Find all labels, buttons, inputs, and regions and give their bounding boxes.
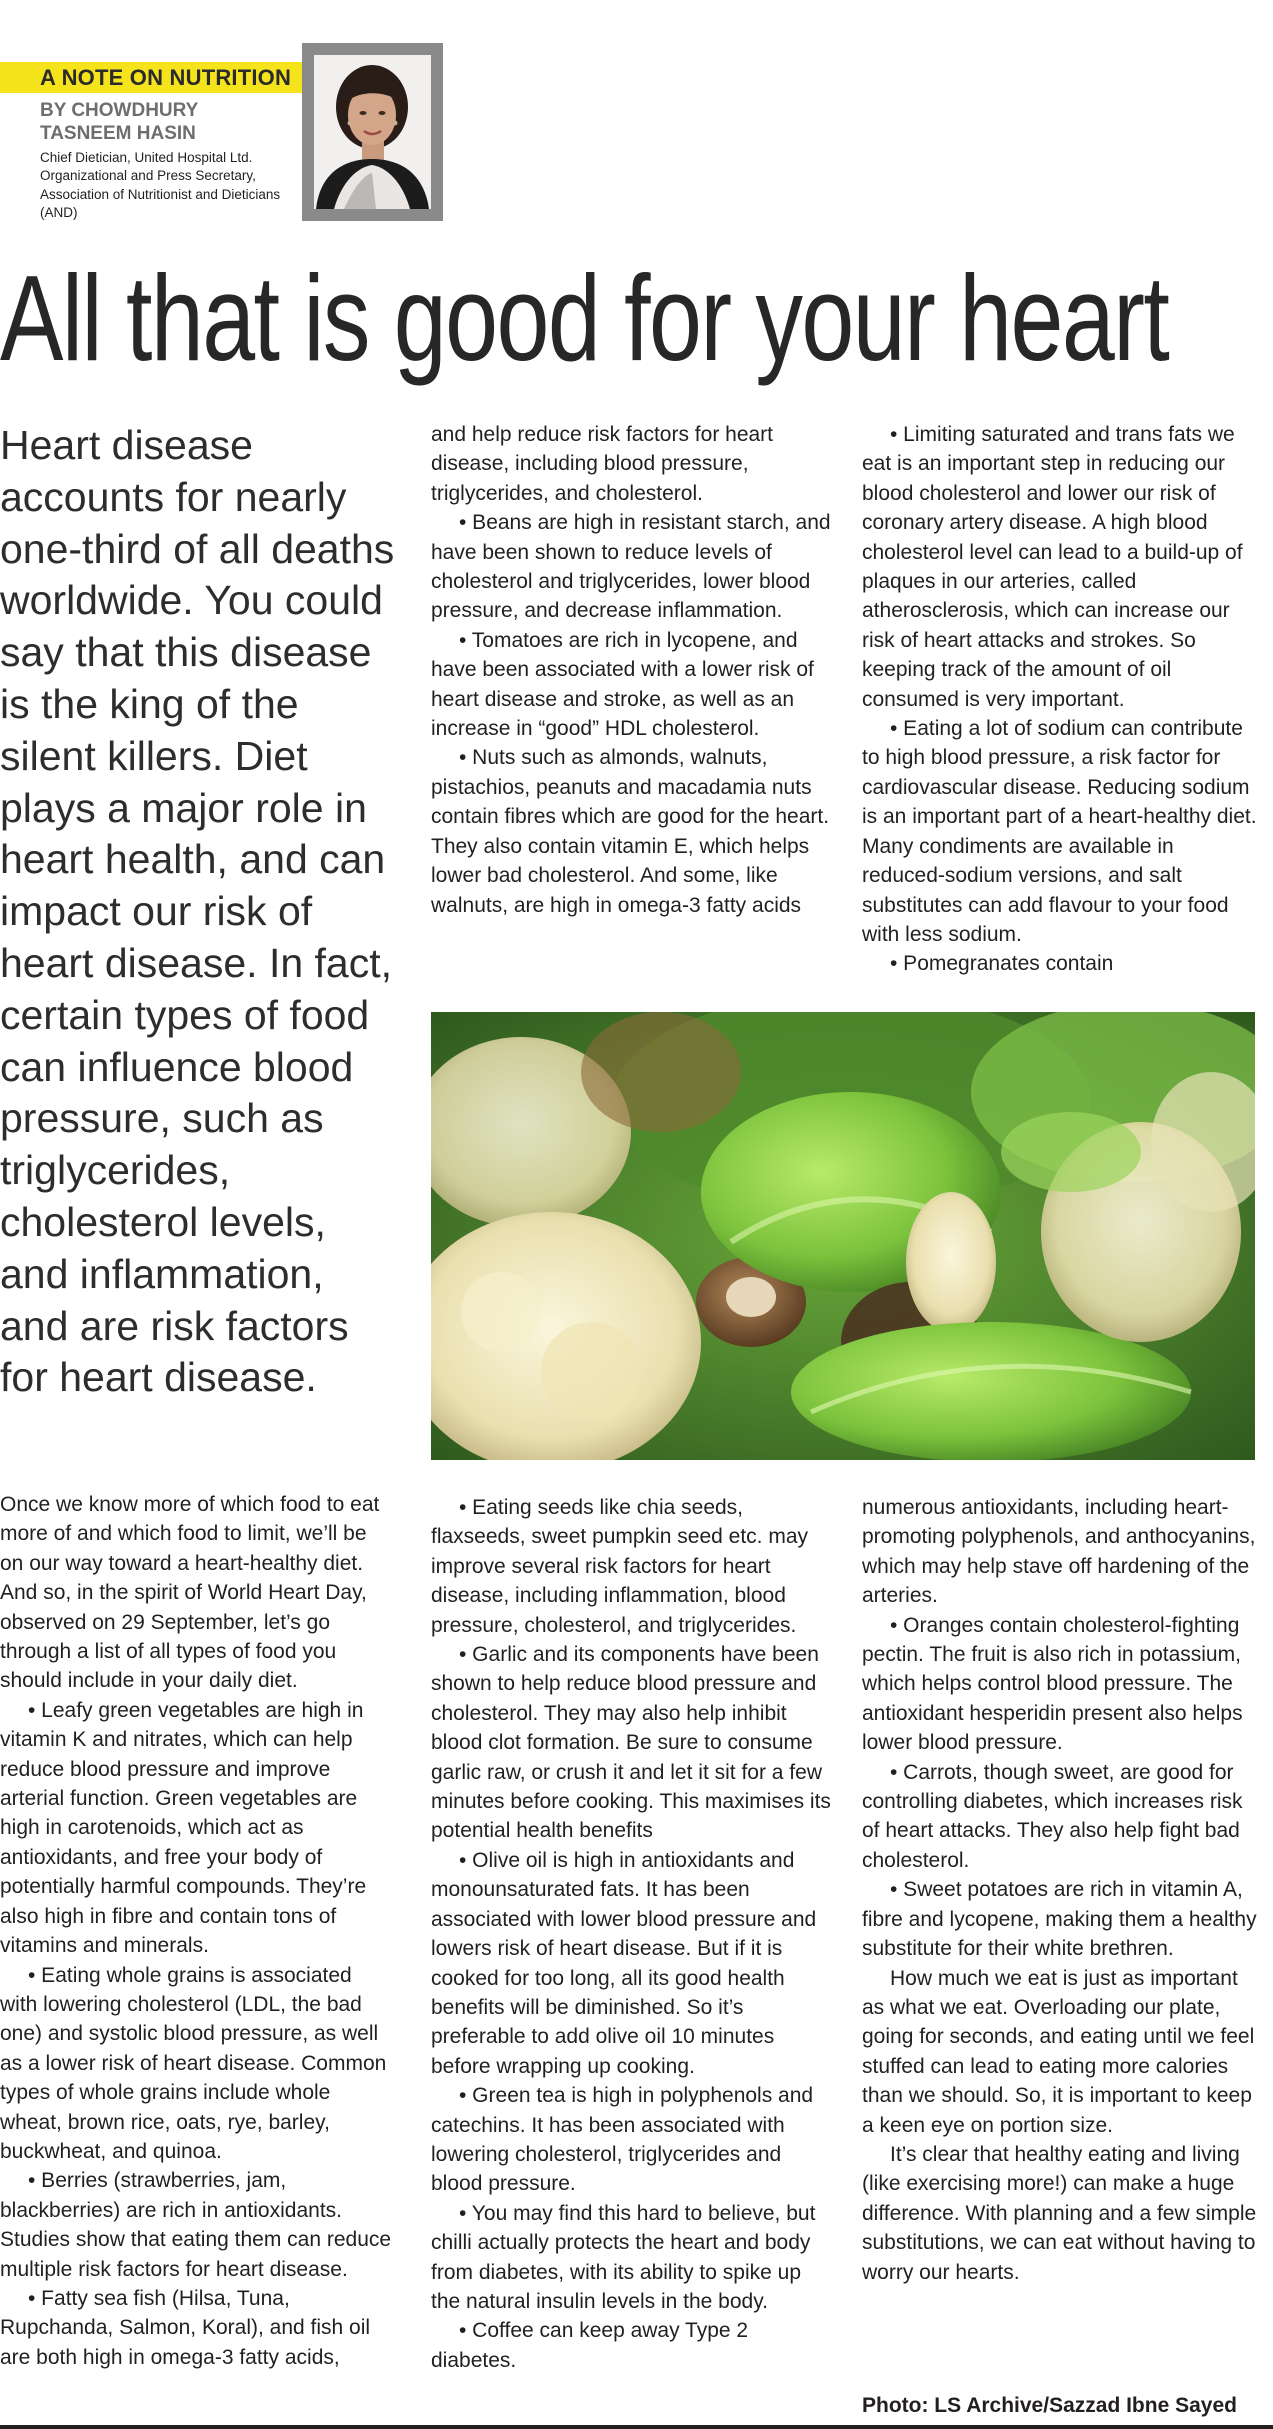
paragraph: • Fatty sea fish (Hilsa, Tuna, Rupchanda, Salmon, Koral), and fish oil are both high in omega-3 fatty acids, — [0, 2286, 371, 2369]
paragraph: and help reduce risk factors for heart disease, including blood pressure, triglycerides, and cholesterol. — [431, 423, 774, 505]
vegetables-photo — [431, 1012, 1255, 1460]
paragraph: • Carrots, though sweet, are good for controlling diabetes, which increases risk of heart attacks. They also help fight bad cholesterol. — [862, 1760, 1243, 1872]
paragraph: • You may find this hard to believe, but chilli actually protects the heart and body from diabetes, with its ability to spike up the natural insulin levels in the body. — [431, 2201, 816, 2313]
paragraph: Once we know more of which food to eat more of and which food to limit, we’ll be on our way toward a heart-healthy diet. And so, in the spirit of World Heart Day, observed on 29 September, let’s go through a list of all types of food you should include in your daily diet. — [0, 1493, 380, 1693]
paragraph: • Eating seeds like chia seeds, flaxseeds, sweet pumpkin seed etc. may improve several risk factors for heart disease, including inflammation, blood pressure, cholesterol, and triglycerides. — [431, 1496, 809, 1637]
paragraph: • Limiting saturated and trans fats we eat is an important step in reducing our blood cholesterol and lower our risk of coronary artery disease. A high blood cholesterol level can lead to a build-up of plaques in our arteries, called atherosclerosis, which can increase our risk of heart attacks and strokes. So keeping track of the amount of oil consumed is very important. — [862, 423, 1243, 711]
author-portrait — [314, 55, 431, 209]
paragraph: • Green tea is high in polyphenols and catechins. It has been associated with lowering cholesterol, triglycerides and blood pressure. — [431, 2084, 814, 2196]
author-credentials: Chief Dietician, United Hospital Ltd. Organizational and Press Secretary, Association of Nutritionist and Dieticians (AND) — [40, 150, 281, 220]
paragraph: • Eating whole grains is associated with lowering cholesterol (LDL, the bad one) and systolic blood pressure, as well as a lower risk of heart disease. Common types of whole grains include whole wheat, brown rice, oats, rye, barley, buckwheat, and quinoa. — [0, 1963, 387, 2163]
paragraph: • Pomegranates contain — [890, 952, 1114, 976]
paragraph: • Sweet potatoes are rich in vitamin A, fibre and lycopene, making them a healthy substitute for their white brethren. — [862, 1878, 1257, 1961]
bottom-rule — [0, 2425, 1273, 2429]
paragraph: • Oranges contain cholesterol-fighting pectin. The fruit is also rich in potassium, which helps control blood pressure. The antioxidant hesperidin present also helps lower blood pressure. — [862, 1613, 1243, 1755]
column-name: A NOTE ON NUTRITION — [40, 65, 292, 90]
paragraph: • Tomatoes are rich in lycopene, and have been associated with a lower risk of heart disease and stroke, as well as an increase in “good” HDL cholesterol. — [431, 628, 814, 741]
column-2-bottom-body — [431, 1493, 831, 2375]
column-3-top-body — [862, 420, 1262, 979]
paragraph: • Garlic and its components have been shown to help reduce blood pressure and cholesterol. They may also help inhibit blood clot formation. Be sure to consume garlic raw, or crush it and let it sit for a few minutes before cooking. This maximises its potential health benefits — [431, 1643, 831, 1843]
paragraph: How much we eat is just as important as what we eat. Overloading our plate, going for seconds, and eating until we feel stuffed can lead to eating more calories than we should. So, it is important to keep a keen eye on portion size. — [862, 1966, 1255, 2137]
paragraph: • Leafy green vegetables are high in vitamin K and nitrates, which can help reduce blood pressure and improve arterial function. Green vegetables are high in carotenoids, which act as antioxidants, and free your body of potentially harmful compounds. They’re also high in fibre and contain tons of vitamins and minerals. — [0, 1698, 367, 1958]
author-photo — [314, 55, 431, 209]
paragraph: • Berries (strawberries, jam, blackberries) are rich in antioxidants. Studies show that eating them can reduce multiple risk factors for heart disease. — [0, 2169, 392, 2281]
headline: All that is good for your heart — [0, 250, 1169, 386]
byline-line-1: BY CHOWDHURY — [40, 100, 199, 121]
paragraph: • Eating a lot of sodium can contribute to high blood pressure, a risk factor for cardiovascular disease. Reducing sodium is an important part of a heart-healthy diet. Many condiments are available in reduced-sodium versions, and salt substitutes can add flavour to your food with less sodium. — [862, 717, 1257, 946]
photo-credit: Photo: LS Archive/Sazzad Ibne Sayed — [862, 2394, 1237, 2417]
column-3-bottom-body — [862, 1493, 1262, 2287]
paragraph: numerous antioxidants, including heart-promoting polyphenols, and anthocyanins, which may help stave off hardening of the arteries. — [862, 1496, 1256, 1608]
paragraph: • Beans are high in resistant starch, and have been shown to reduce levels of cholesterol and triglycerides, lower blood pressure, and decrease inflammation. — [431, 511, 831, 623]
byline-line-2: TASNEEM HASIN — [40, 123, 196, 144]
feature-photo — [431, 1012, 1255, 1460]
paragraph: • Olive oil is high in antioxidants and monounsaturated fats. It has been associated with lower blood pressure and lowers risk of heart disease. But if it is cooked for too long, all its good health benefits will be diminished. So it’s preferable to add olive oil 10 minutes before wrapping up cooking. — [431, 1848, 817, 2078]
paragraph: • Nuts such as almonds, walnuts, pistachios, peanuts and macadamia nuts contain fibres which are good for the heart. They also contain vitamin E, which helps lower bad cholesterol. And some, like walnuts, are high in omega-3 fatty acids — [431, 746, 830, 917]
standfirst: Heart disease accounts for nearly one-third of all deaths worldwide. You could say that this disease is the king of the silent killers. Diet plays a major role in heart health, and can impact our risk of heart disease. In fact, certain types of food can influence blood pressure, such as triglycerides, cholesterol levels, and inflammation, and are risk factors for heart disease. — [0, 422, 395, 1401]
column-1-body — [0, 1490, 392, 2372]
paragraph: • Coffee can keep away Type 2 diabetes. — [431, 2319, 749, 2372]
column-2-top-body — [431, 420, 831, 920]
paragraph: It’s clear that healthy eating and living (like exercising more!) can make a huge difference. With planning and a few simple substitutions, we can eat without having to worry our hearts. — [862, 2142, 1257, 2284]
